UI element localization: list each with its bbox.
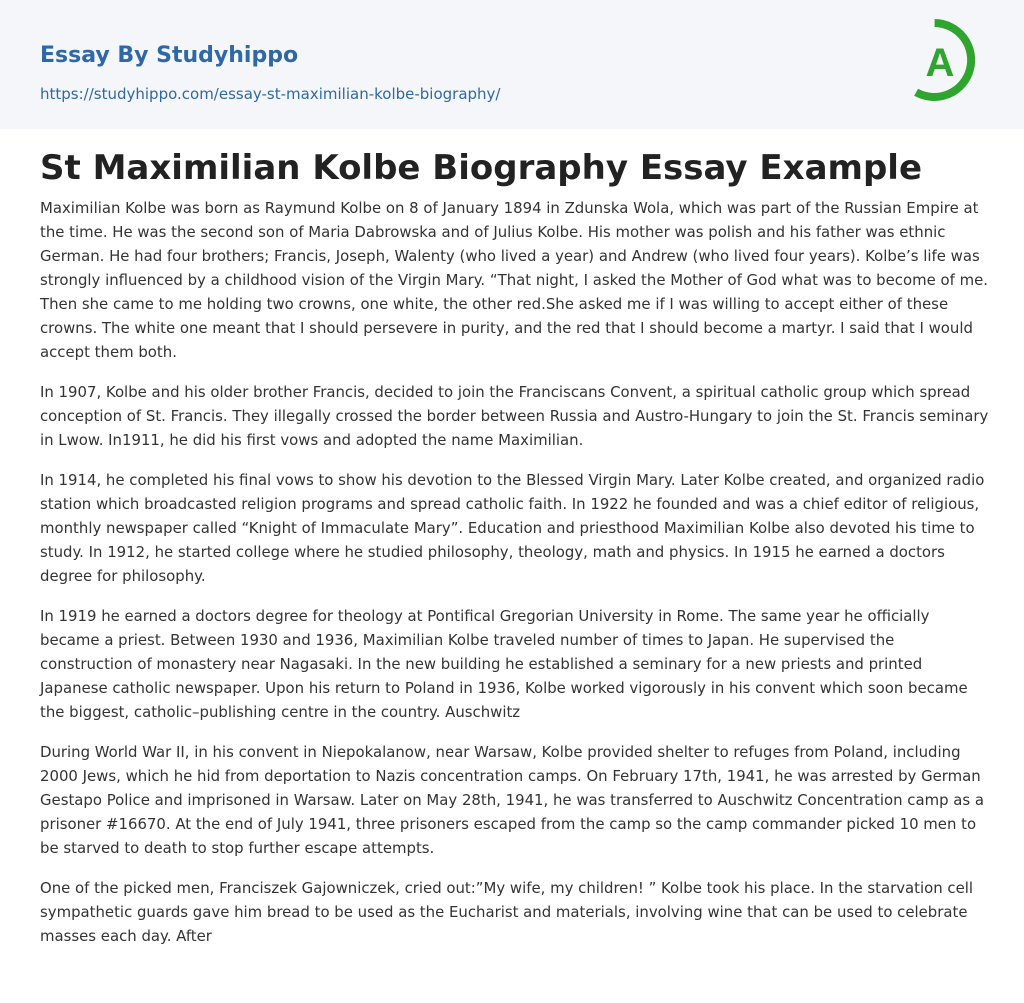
paragraph-3: In 1914, he completed his final vows to show his devotion to the Blessed Virgin Mary. Later Kolbe created, and organized radio station which broadcasted religion programs and spread catholic faith. In 1922 he founded and was a chief editor of religious, monthly newspaper called “Knight of Immaculate Mary”. Education and priesthood Maximilian Kolbe also devoted his time to study. In 1912, he started college where he studied philosophy, theology, math and physics. In 1915 he earned a doctors degree for philosophy. [40,471,985,585]
paragraph-2: In 1907, Kolbe and his older brother Francis, decided to join the Franciscans Convent, a spiritual catholic group which spread conception of St. Francis. They illegally crossed the border between Russia and Austro-Hungary to join the St. Francis seminary in Lwow. In1911, he did his first vows and adopted the name Maximilian. [40,383,989,449]
paragraph-1: Maximilian Kolbe was born as Raymund Kolbe on 8 of January 1894 in Zdunska Wola, which was part of the Russian Empire at the time. He was the second son of Maria Dabrowska and of Julius Kolbe. His mother was polish and his father was ethnic German. He had four brothers; Francis, Joseph, Walenty (who lived a year) and Andrew (who lived four years). Kolbe’s life was strongly influenced by a childhood vision of the Virgin Mary. “That night, I asked the Mother of God what was to become of me. Then she came to me holding two crowns, one white, the other red.She asked me if I was willing to accept either of these crowns. The white one meant that I should persevere in purity, and the red that I should become a martyr. I said that I would accept them both. [40,199,988,361]
article-body [40,196,990,948]
site-name[interactable]: Essay By Studyhippo [40,43,299,68]
studyhippo-logo-icon[interactable] [912,19,986,105]
paragraph-6: One of the picked men, Franciszek Gajowniczek, cried out:”My wife, my children! ” Kolbe took his place. In the starvation cell sympathetic guards gave him bread to be used as the Eucharist and materials, involving wine that can be used to celebrate masses each day. After [40,879,974,945]
paragraph-5: During World War II, in his convent in Niepokalanow, near Warsaw, Kolbe provided shelter to refuges from Poland, including 2000 Jews, which he hid from deportation to Nazis concentration camps. On February 17th, 1941, he was arrested by German Gestapo Police and imprisoned in Warsaw. Later on May 28th, 1941, he was transferred to Auschwitz Concentration camp as a prisoner #16670. At the end of July 1941, three prisoners escaped from the camp so the camp commander picked 10 men to be starved to death to stop further escape attempts. [40,743,985,857]
page-title: St Maximilian Kolbe Biography Essay Example [40,148,923,188]
site-header [0,0,1024,129]
paragraph-4: In 1919 he earned a doctors degree for theology at Pontifical Gregorian University in Rome. The same year he officially became a priest. Between 1930 and 1936, Maximilian Kolbe traveled number of times to Japan. He supervised the construction of monastery near Nagasaki. In the new building he established a seminary for a new priests and printed Japanese catholic newspaper. Upon his return to Poland in 1936, Kolbe worked vigorously in his convent which soon became the biggest, catholic–publishing centre in the country. Auschwitz [40,607,968,721]
article [40,140,990,964]
page-url-link[interactable]: https://studyhippo.com/essay-st-maximilian-kolbe-biography/ [40,85,501,103]
logo-letter: A [925,41,955,85]
